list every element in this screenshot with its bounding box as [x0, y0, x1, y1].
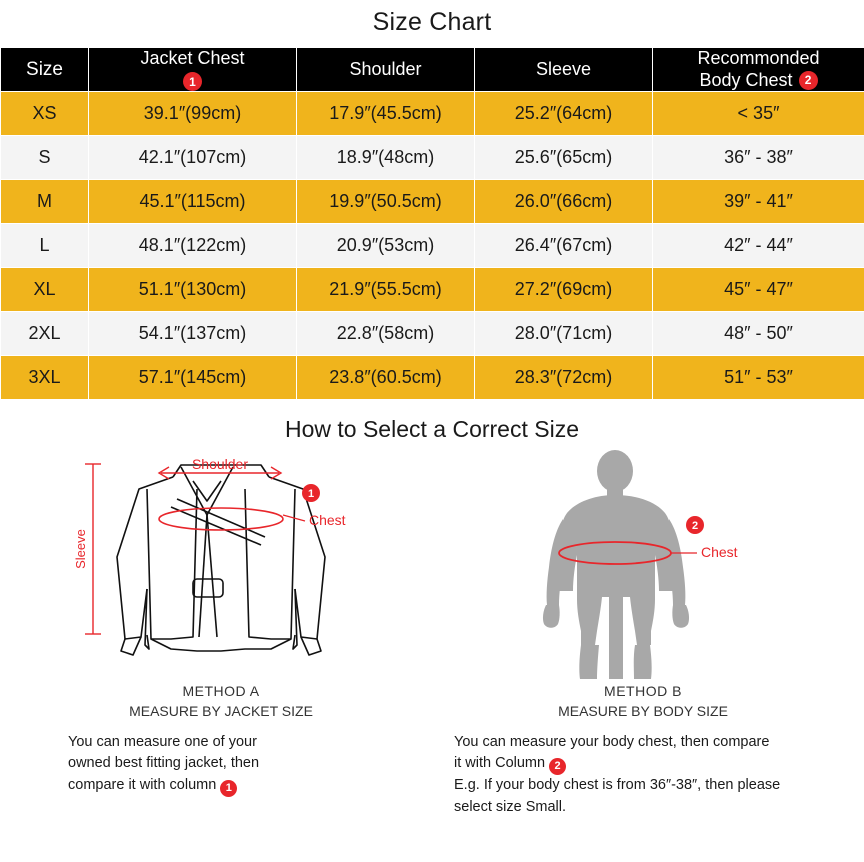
badge-one-icon: 1 [220, 780, 237, 797]
jacket-outline [117, 465, 325, 655]
table-row [1, 312, 864, 356]
cell-body-chest: 36″ - 38″ [653, 136, 864, 180]
cell-size: S [1, 136, 89, 180]
method-b-desc-line4: select size Small. [454, 798, 567, 815]
header-row [1, 48, 864, 92]
body-diagram-wrap [432, 449, 854, 679]
column-header-recommended-line1: Recommonded [697, 48, 820, 69]
badge-two-icon: 2 [799, 71, 818, 90]
cell-shoulder: 20.9″(53cm) [297, 224, 475, 268]
badge-one-text: 1 [307, 488, 315, 501]
column-header-recommended-line2-wrap [699, 70, 817, 91]
cell-shoulder: 21.9″(55.5cm) [297, 268, 475, 312]
method-a-column [10, 449, 432, 819]
size-chart-table [0, 47, 864, 400]
cell-body-chest: 51″ - 53″ [653, 356, 864, 400]
badge-two-icon: 2 [549, 758, 566, 775]
cell-shoulder: 18.9″(48cm) [297, 136, 475, 180]
method-b-desc-line2: it with Column [454, 755, 546, 772]
column-header-jacket-chest [89, 48, 297, 92]
shoulder-diagram-label: Shoulder [191, 456, 249, 473]
cell-body-chest: 45″ - 47″ [653, 268, 864, 312]
cell-size: 2XL [1, 312, 89, 356]
cell-sleeve: 25.2″(64cm) [475, 92, 653, 136]
method-a-desc-line3: compare it with column [68, 777, 217, 794]
page-title: Size Chart [372, 8, 492, 36]
method-b-desc-line2-wrap [454, 753, 830, 775]
chest-measure-ellipse [159, 508, 283, 530]
cell-body-chest: 42″ - 44″ [653, 224, 864, 268]
badge-two-text: 2 [691, 520, 699, 533]
cell-body-chest: 48″ - 50″ [653, 312, 864, 356]
method-a-description [10, 732, 432, 797]
badge-one-icon: 1 [183, 72, 202, 91]
cell-shoulder: 23.8″(60.5cm) [297, 356, 475, 400]
body-diagram [443, 449, 843, 679]
method-b-desc-line1: You can measure your body chest, then compare [454, 733, 770, 750]
cell-body-chest: < 35″ [653, 92, 864, 136]
method-a-name: METHOD A [182, 683, 260, 700]
cell-jacket-chest: 45.1″(115cm) [89, 180, 297, 224]
cell-shoulder: 19.9″(50.5cm) [297, 180, 475, 224]
column-header-jacket-chest-label: Jacket Chest [140, 48, 245, 68]
cell-jacket-chest: 51.1″(130cm) [89, 268, 297, 312]
method-a-subtitle: MEASURE BY JACKET SIZE [129, 703, 313, 720]
cell-size: M [1, 180, 89, 224]
cell-sleeve: 27.2″(69cm) [475, 268, 653, 312]
cell-jacket-chest: 48.1″(122cm) [89, 224, 297, 268]
section-title: How to Select a Correct Size [284, 416, 579, 443]
cell-shoulder: 22.8″(58cm) [297, 312, 475, 356]
sleeve-diagram-label: Sleeve [73, 529, 88, 569]
method-a-labels [10, 681, 432, 722]
jacket-diagram [21, 449, 421, 679]
column-header-recommended-body-chest [653, 48, 864, 92]
method-b-name: METHOD B [604, 683, 682, 700]
table-row [1, 356, 864, 400]
method-b-subtitle: MEASURE BY BODY SIZE [558, 703, 728, 720]
column-header-shoulder: Shoulder [297, 48, 475, 92]
method-b-desc-line3: E.g. If your body chest is from 36″-38″, then please [454, 777, 781, 794]
cell-jacket-chest: 54.1″(137cm) [89, 312, 297, 356]
table-row [1, 224, 864, 268]
table-header [1, 48, 864, 92]
table-row [1, 136, 864, 180]
cell-sleeve: 28.0″(71cm) [475, 312, 653, 356]
cell-shoulder: 17.9″(45.5cm) [297, 92, 475, 136]
cell-jacket-chest: 57.1″(145cm) [89, 356, 297, 400]
cell-size: L [1, 224, 89, 268]
table-row [1, 180, 864, 224]
cell-sleeve: 25.6″(65cm) [475, 136, 653, 180]
cell-sleeve: 26.4″(67cm) [475, 224, 653, 268]
table-row [1, 268, 864, 312]
cell-sleeve: 26.0″(66cm) [475, 180, 653, 224]
chest-diagram-label: Chest [701, 544, 738, 561]
cell-size: XL [1, 268, 89, 312]
table-body [1, 92, 864, 400]
column-header-sleeve: Sleeve [475, 48, 653, 92]
method-b-labels [432, 681, 854, 722]
cell-size: 3XL [1, 356, 89, 400]
method-a-desc-line2: owned best fitting jacket, then [68, 755, 260, 772]
method-a-desc-line1: You can measure one of your [68, 733, 257, 750]
cell-sleeve: 28.3″(72cm) [475, 356, 653, 400]
chest-diagram-label: Chest [309, 512, 346, 529]
method-b-description [432, 732, 854, 819]
jacket-diagram-wrap [10, 449, 432, 679]
method-b-column [432, 449, 854, 819]
cell-body-chest: 39″ - 41″ [653, 180, 864, 224]
column-header-recommended-line2: Body Chest [699, 70, 793, 90]
diagrams-container [0, 449, 864, 819]
column-header-jacket-chest-badge-wrap [183, 72, 202, 91]
cell-size: XS [1, 92, 89, 136]
cell-jacket-chest: 39.1″(99cm) [89, 92, 297, 136]
method-a-desc-line3-wrap [68, 775, 418, 797]
cell-jacket-chest: 42.1″(107cm) [89, 136, 297, 180]
column-header-size: Size [1, 48, 89, 92]
table-row [1, 92, 864, 136]
